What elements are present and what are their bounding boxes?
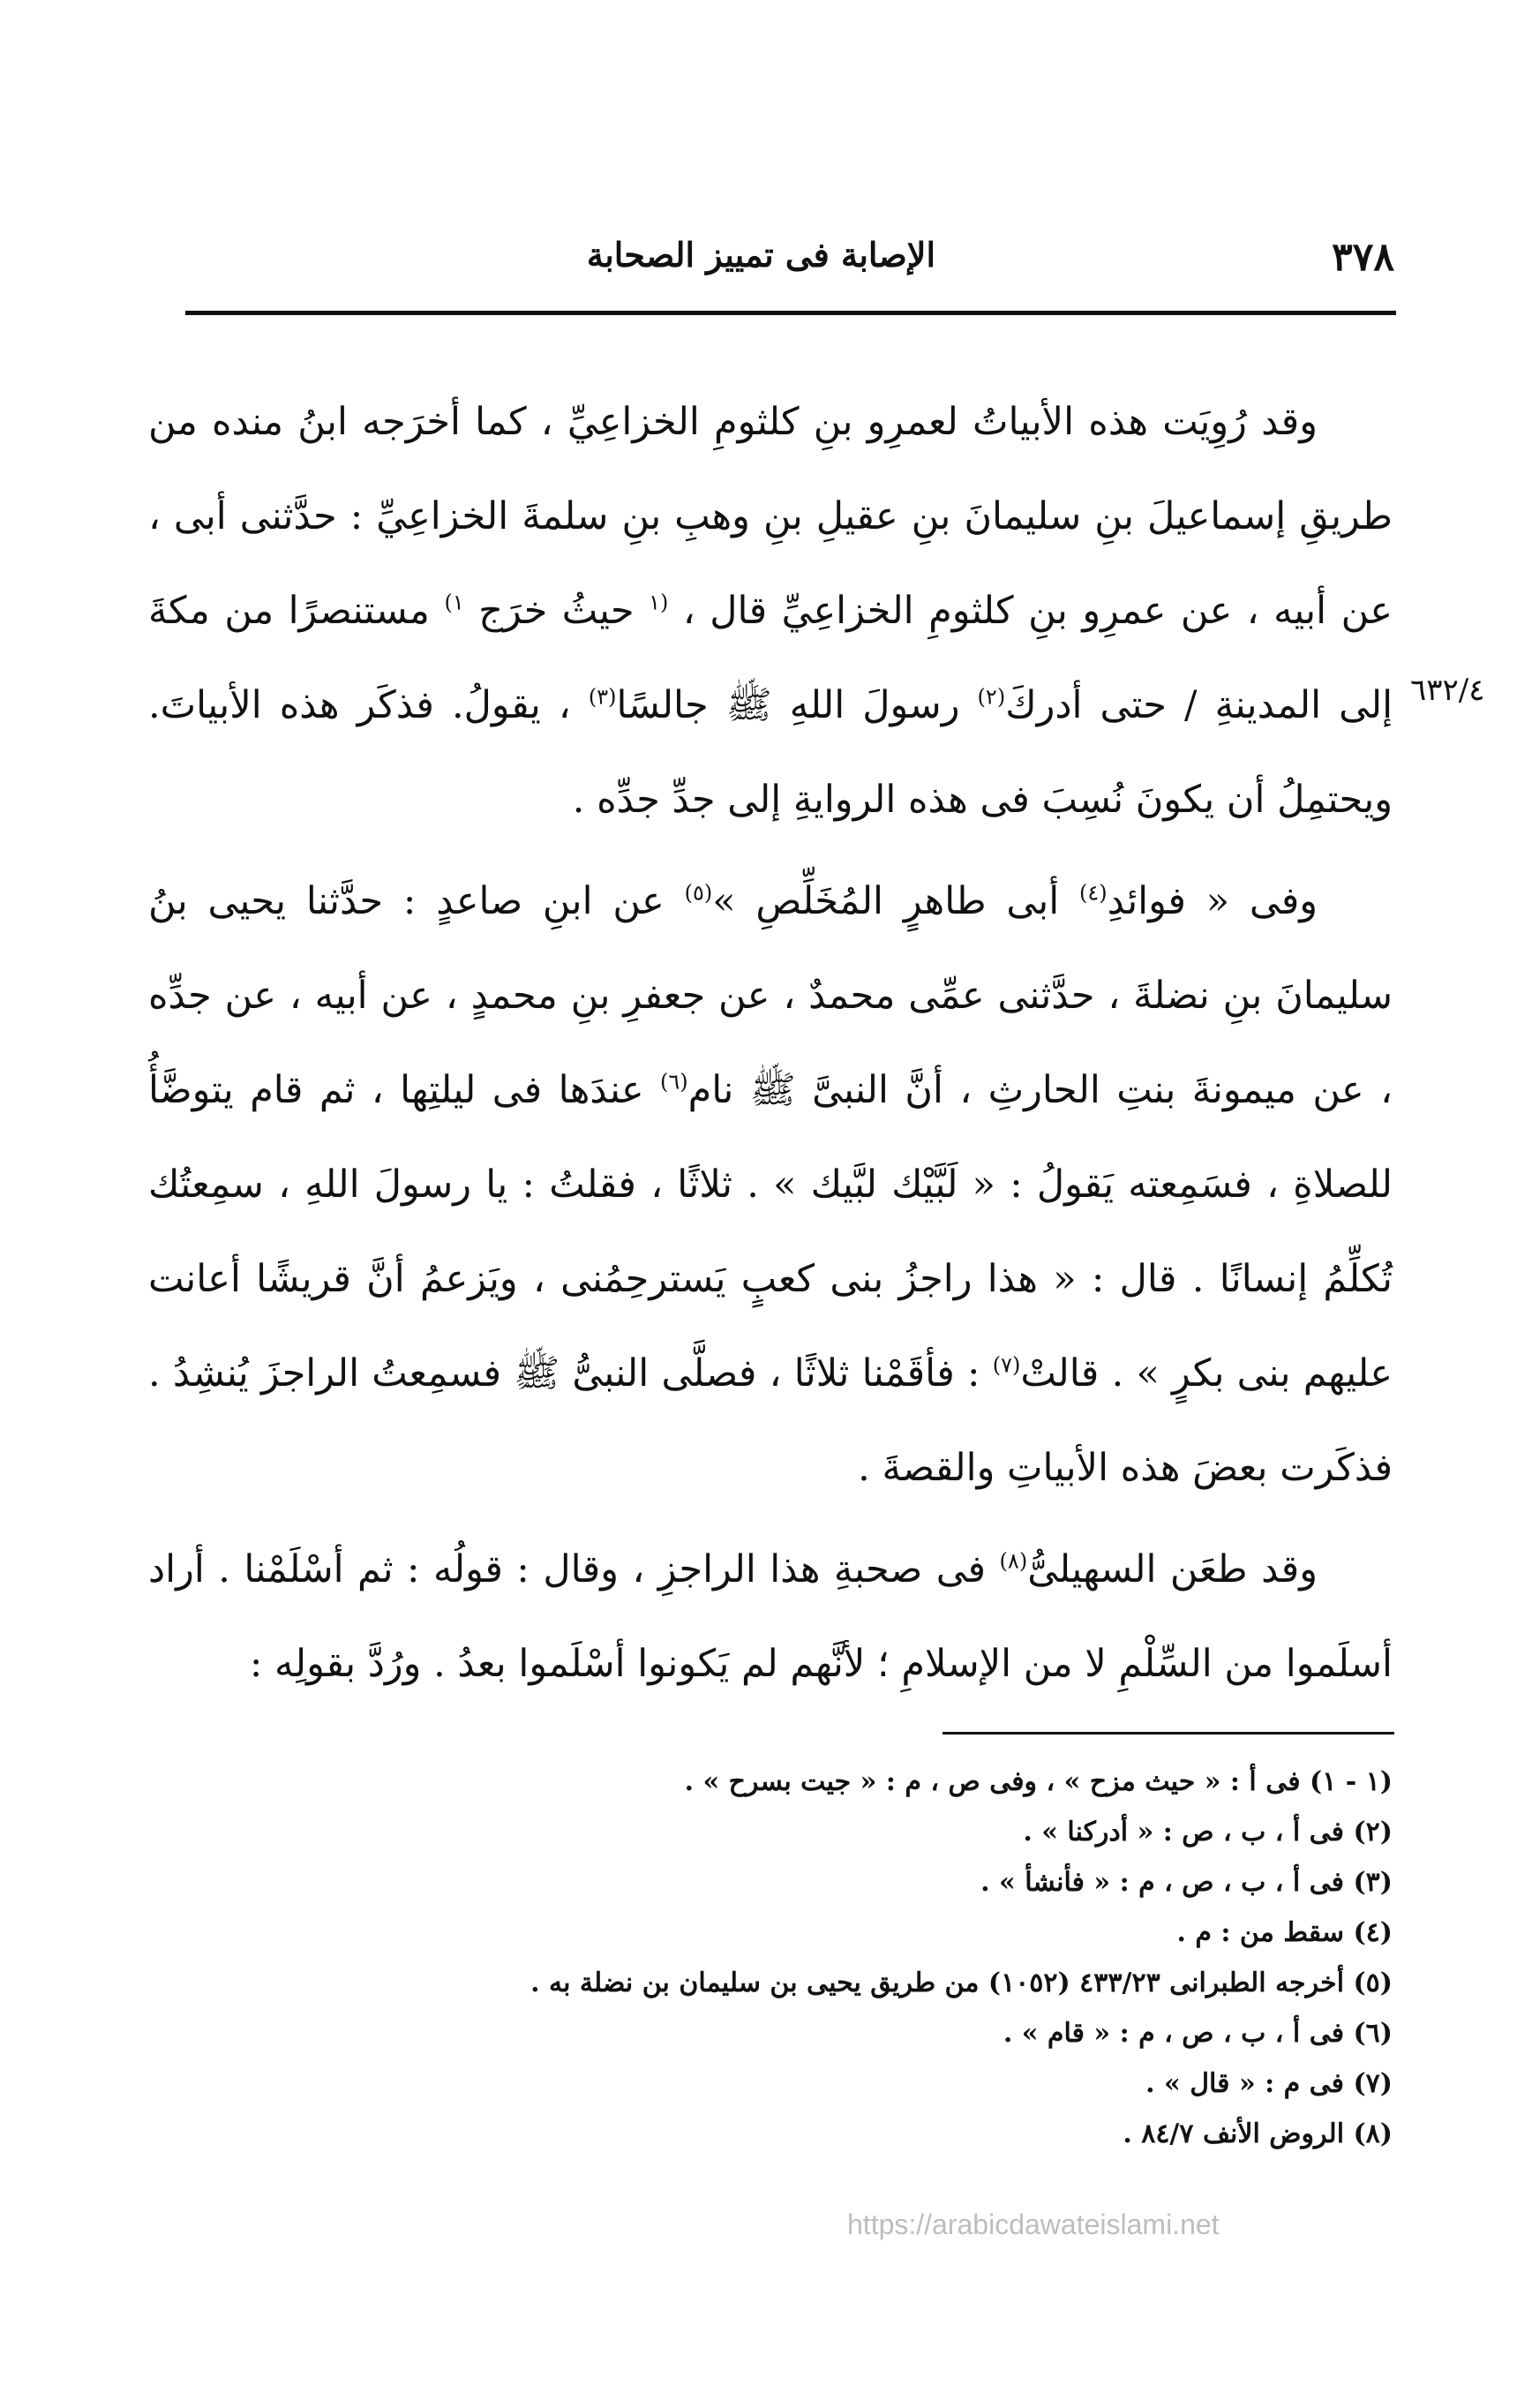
footnote-item: (٢) فى أ ، ب ، ص : « أدركنا » .	[1023, 1817, 1393, 1847]
text-run: : فأقَمْنا ثلاثًا ، فصلَّى النبىُّ ﷺ فسمِعتُ الراجزَ يُنشِدُ . فذكَرت بعضَ هذه الأبياتِ والقصةَ .	[148, 1351, 1393, 1490]
footnote-item: (٨) الروض الأنف ٨٤/٧ .	[1123, 2118, 1393, 2149]
footnote-marker: ١)	[444, 590, 464, 615]
main-text	[148, 375, 1393, 1712]
text-run: أبى طاهرٍ المُخَلِّصِ »	[712, 879, 1079, 923]
footnote-rule	[942, 1732, 1394, 1735]
text-run: حيثُ خرَج	[463, 589, 650, 633]
text-run: وفى « فوائدِ	[1107, 879, 1318, 923]
footnotes-list	[148, 1757, 1393, 2159]
paragraph	[148, 1523, 1393, 1712]
page-number: ٣٧٨	[1332, 235, 1394, 280]
book-title: الإصابة فى تمييز الصحابة	[586, 235, 935, 275]
text-run: وقد طعَن السهيلىُّ	[1027, 1547, 1318, 1592]
footnote-marker: (٨)	[999, 1548, 1028, 1574]
footnote-item: (٥) أخرجه الطبرانى ٤٣٣/٢٣ (١٠٥٢) من طريق يحيى بن سليمان بن نضلة به .	[530, 1968, 1393, 1998]
footnote-marker: (٧)	[992, 1352, 1021, 1378]
paragraph	[148, 854, 1393, 1516]
paragraph	[148, 375, 1393, 847]
text-run: عندَها فى ليلتِها ، ثم قام يتوضَّأُ للصلاةِ ، فسَمِعته يَقولُ : « لَبَّيْك لبَّيك » . ثلاثًا ، فقلتُ : يا رسولَ اللهِ ، سمِعتُك تُكلِّمُ إنسانًا . قال : « هذا راجزُ بنى كعبٍ يَسترحِمُنى ، ويَزعمُ أنَّ قريشًا أعانت عليهم بنى بكرٍ » . قالتْ	[148, 1068, 1393, 1396]
footnote-marker: (٥)	[684, 880, 713, 906]
footnote-item: (٧) فى م : « قال » .	[1145, 2068, 1393, 2099]
footnote-item: (١ - ١) فى أ : « حيث مزح » ، وفى ص ، م : « جيت بسرح » .	[684, 1766, 1393, 1797]
footnote-item: (٣) فى أ ، ب ، ص ، م : « فأنشأ » .	[980, 1867, 1393, 1898]
footnote-marker: (١	[649, 590, 669, 615]
footnote-marker: (٤)	[1078, 880, 1108, 906]
header-rule	[185, 311, 1396, 315]
text-run: فى صحبةِ هذا الراجزِ ، وقال : قولُه : ثم أسْلَمْنا . أراد أسلَموا من السِّلْمِ لا من الإسلامِ ؛ لأنَّهم لم يَكونوا أسْلَموا بعدُ . ورُدَّ بقولِه :	[148, 1547, 1393, 1686]
margin-volume-page-reference: ٦٣٢/٤	[1410, 673, 1485, 708]
text-run: مستنصرًا من مكةَ إلى المدينةِ / حتى أدركَ	[148, 589, 1393, 727]
text-run: وقد رُوِيَت هذه الأبياتُ لعمرِو بنِ كلثومِ الخزاعِيِّ ، كما أخرَجه ابنُ منده من طريقِ إسماعيلَ بنِ سليمانَ بنِ عقيلِ بنِ وهبِ بنِ سلمةَ الخزاعِيِّ : حدَّثنى أبى ، عن أبيه ، عن عمرِو بنِ كلثومِ الخزاعِيِّ قال ،	[148, 400, 1393, 633]
footnote-marker: (٣)	[588, 684, 617, 710]
running-header	[185, 231, 1394, 293]
text-run: ، يقولُ. فذكَر هذه الأبياتَ. ويحتمِلُ أن يكونَ نُسِبَ فى هذه الروايةِ إلى جدِّ جدِّه .	[148, 683, 1393, 822]
text-run: عن ابنِ صاعدٍ : حدَّثنا يحيى بنُ سليمانَ بنِ نضلةَ ، حدَّثنى عمِّى محمدٌ ، عن جعفرِ بنِ محمدٍ ، عن أبيه ، عن جدِّه ، عن ميمونةَ بنتِ الحارثِ ، أنَّ النبىَّ ﷺ نام	[148, 879, 1393, 1112]
footnote-item: (٦) فى أ ، ب ، ص ، م : « قام » .	[1003, 2018, 1393, 2049]
footnote-marker: (٢)	[977, 684, 1006, 710]
footnote-item: (٤) سقط من : م .	[1176, 1917, 1393, 1948]
watermark-url: https://arabicdawateislami.net	[847, 2209, 1220, 2240]
footnote-marker: (٦)	[660, 1069, 688, 1095]
text-run: رسولَ اللهِ ﷺ جالسًا	[616, 683, 978, 727]
